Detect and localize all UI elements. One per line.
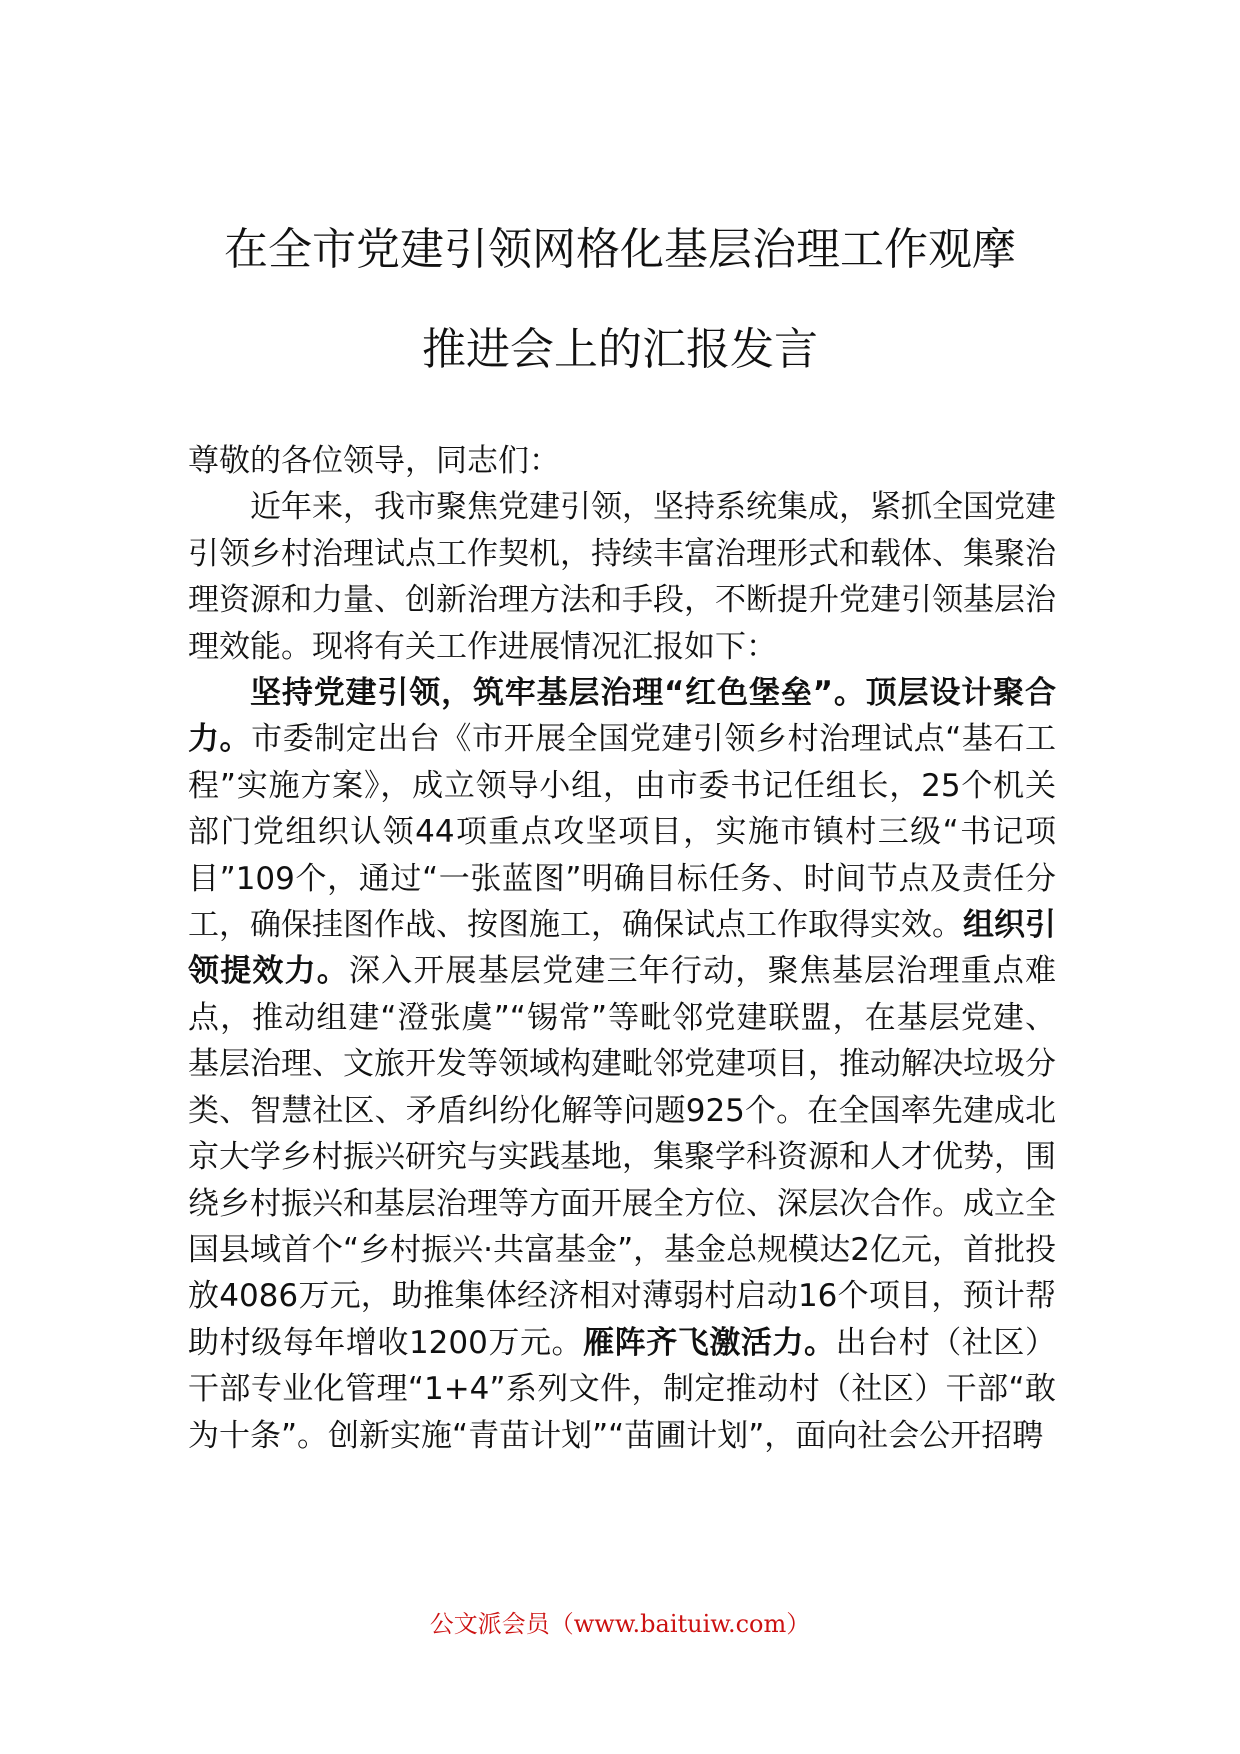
document-body <box>188 438 1056 1459</box>
section-1-paragraph <box>188 670 1056 1459</box>
intro-paragraph: 近年来，我市聚焦党建引领，坚持系统集成，紧抓全国党建引领乡村治理试点工作契机，持续丰富治理形式和载体、集聚治理资源和力量、创新治理方法和手段，不断提升党建引领基层治理效能。现将有关工作进展情况汇报如下： <box>188 489 1056 665</box>
document-title <box>160 200 1080 400</box>
subsection-3-text: 出台村（社区）干部专业化管理“1+4”系列文件，制定推动村（社区）干部“敢为十条”。创新实施“青苗计划”“苗圃计划”，面向社会公开招聘 <box>188 1324 1056 1454</box>
title-line-1: 在全市党建引领网格化基层治理工作观摩 <box>224 224 1016 275</box>
salutation: 尊敬的各位领导，同志们： <box>188 443 560 479</box>
subsection-3-heading: 雁阵齐飞激活力。 <box>583 1324 836 1361</box>
subsection-2-text: 深入开展基层党建三年行动，聚焦基层治理重点难点，推动组建“澄张虞”“锡常”等毗邻党建联盟，在基层党建、基层治理、文旅开发等领域构建毗邻党建项目，推动解决垃圾分类、智慧社区、矛盾纠纷化解等问题925个。在全国率先建成北京大学乡村振兴研究与实践基地，集聚学科资源和人才优势，围绕乡村振兴和基层治理等方面开展全方位、深层次合作。成立全国县域首个“乡村振兴·共富基金”，基金总规模达2亿元，首批投放4086万元，助推集体经济相对薄弱村启动16个项目，预计帮助村级每年增收1200万元。 <box>188 953 1057 1361</box>
title-line-2: 推进会上的汇报发言 <box>422 324 818 375</box>
section-1-heading: 坚持党建引领，筑牢基层治理“红色堡垒”。 <box>250 675 866 712</box>
footer-watermark: 公文派会员（www.baituiw.com） <box>429 1610 811 1638</box>
subsection-1-heading: 顶层设计聚合力。 <box>188 675 1056 758</box>
subsection-2-heading: 组织引领提效力。 <box>188 907 1056 990</box>
subsection-1-text: 市委制定出台《市开展全国党建引领乡村治理试点“基石工程”实施方案》，成立领导小组，由市委书记任组长，25个机关部门党组织认领44项重点攻坚项目，实施市镇村三级“书记项目”109个，通过“一张蓝图”明确目标任务、时间节点及责任分工，确保挂图作战、按图施工，确保试点工作取得实效。 <box>188 721 1056 944</box>
